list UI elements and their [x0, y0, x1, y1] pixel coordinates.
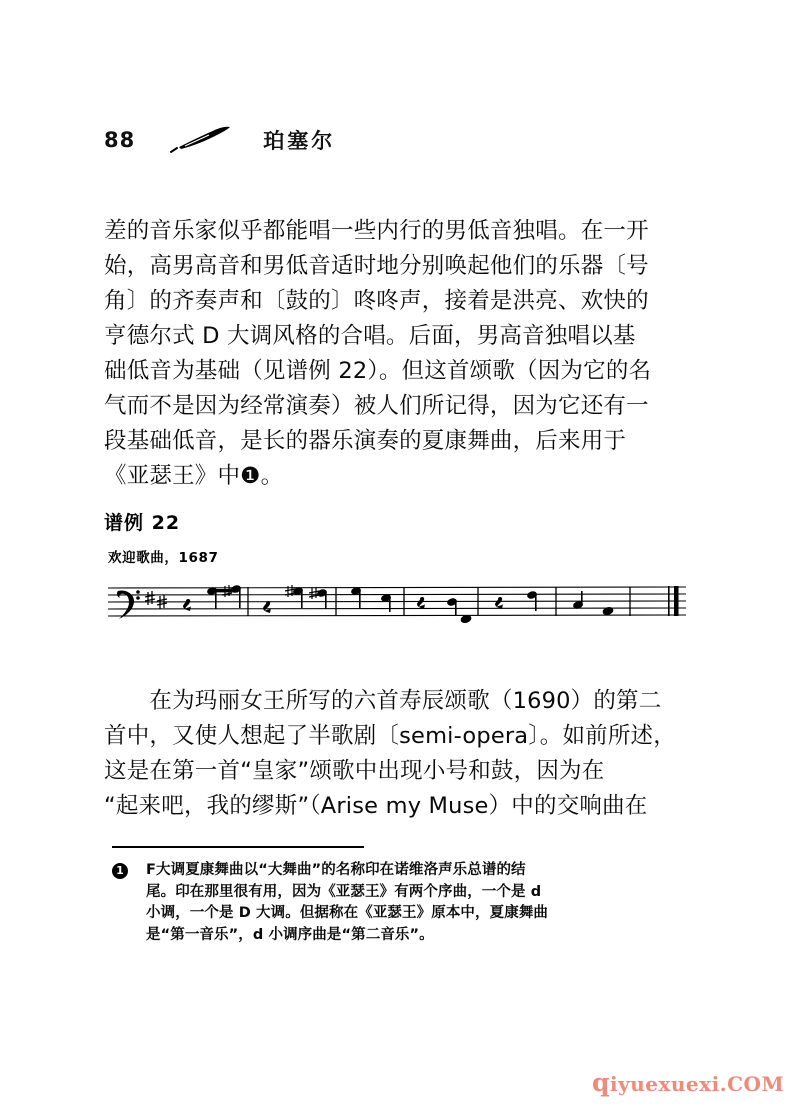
body-line: 《亚瑟王》中❶。 — [104, 463, 284, 489]
body-line: 这是在第一首“皇家”颂歌中出现小号和鼓，因为在 — [104, 758, 605, 784]
bass-clef-staff-icon — [108, 578, 688, 632]
body-line: 差的音乐家似乎都能唱一些内行的男低音独唱。在一开 — [104, 218, 649, 244]
body-line: 段基础低音，是长的器乐演奏的夏康舞曲，后来用于 — [104, 428, 627, 454]
footnote — [112, 860, 692, 946]
body-line: 础低音为基础（见谱例 22）。但这首颂歌（因为它的名 — [104, 358, 652, 384]
body-paragraph-2 — [104, 684, 692, 824]
watermark-initial: q — [592, 1068, 610, 1097]
body-line: 在为玛丽女王所写的六首寿辰颂歌（1690）的第二 — [104, 688, 662, 714]
site-watermark — [592, 1068, 784, 1097]
body-line: 角〕的齐奏声和〔鼓的〕咚咚声，接着是洪亮、欢快的 — [104, 288, 649, 314]
example-subtitle: 欢迎歌曲，1687 — [108, 550, 219, 566]
footnote-line: F大调夏康舞曲以“大舞曲”的名称印在诺维洛声乐总谱的结 — [146, 862, 526, 878]
watermark-text: iyuexuexi.COM — [609, 1072, 785, 1096]
footnote-body — [146, 860, 692, 946]
footnote-line: 尾。印在那里很有用，因为《亚瑟王》有两个序曲，一个是 d — [146, 883, 542, 900]
footnote-separator — [112, 846, 364, 848]
page-number: 88 — [104, 128, 136, 152]
footnote-line: 是“第一音乐”，d 小调序曲是“第二音乐”。 — [146, 926, 434, 943]
footnote-line: 小调，一个是 D 大调。但据称在《亚瑟王》原本中，夏康舞曲 — [146, 905, 549, 921]
running-head-title: 珀塞尔 — [263, 129, 336, 153]
body-line: 气而不是因为经常演奏）被人们所记得，因为它还有一 — [104, 393, 649, 419]
example-heading: 谱例 22 — [104, 512, 181, 534]
quill-ornament-icon — [167, 125, 241, 155]
footnote-marker: 1 — [112, 863, 128, 879]
body-line: 亨德尔式 D 大调风格的合唱。后面，男高音独唱以基 — [104, 323, 636, 349]
body-paragraph-1 — [104, 214, 692, 494]
running-head — [104, 120, 694, 160]
body-line: 首中，又使人想起了半歌剧〔semi-opera〕。如前所述， — [104, 723, 676, 749]
body-line: “起来吧，我的缪斯”（Arise my Muse）中的交响曲在 — [104, 793, 648, 819]
body-line: 始，高男高音和男低音适时地分别唤起他们的乐器〔号 — [104, 253, 649, 279]
